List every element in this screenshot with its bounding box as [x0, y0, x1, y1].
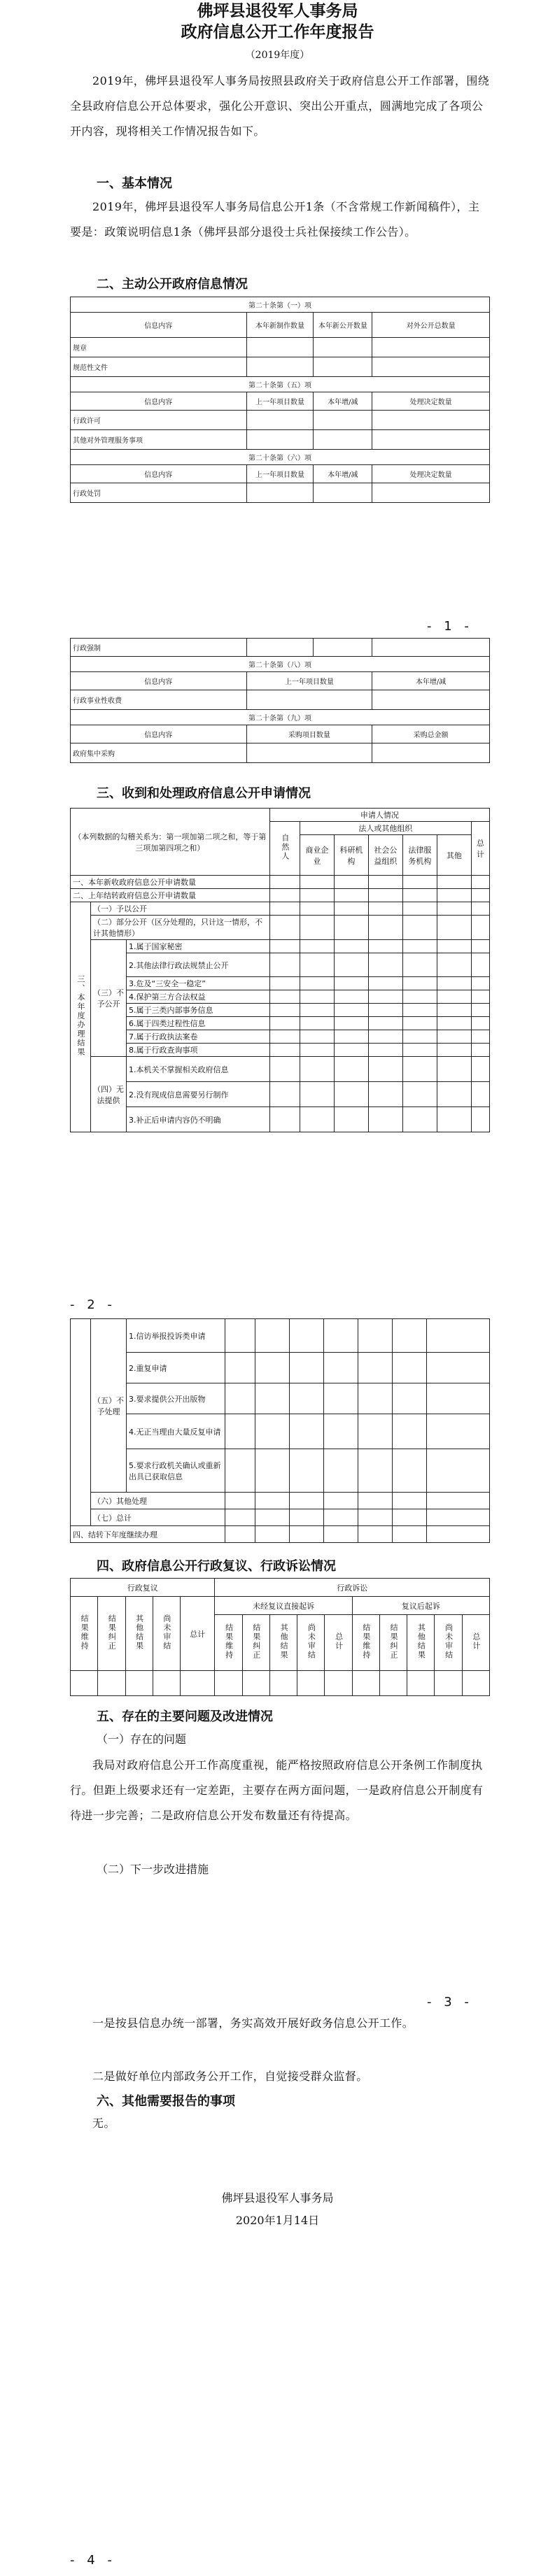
col-header: 信息内容 — [71, 465, 247, 483]
col-header: 信息内容 — [71, 313, 247, 338]
signature-date: 2020年1月14日 — [235, 2214, 320, 2227]
col-header: 法律服务机构 — [402, 835, 437, 876]
row-label: 2.重复申请 — [127, 1353, 225, 1383]
section-6-text: 无。 — [92, 2116, 115, 2130]
col-header: 处理决定数量 — [372, 392, 490, 411]
table-section-label: 第二十条第（八）项 — [71, 657, 490, 672]
col-header: 本年增/减 — [314, 465, 372, 483]
row-group-label: 三、本年度办理结果 — [76, 975, 85, 1057]
col-header: 对外公开总数量 — [372, 313, 490, 338]
row-label: 四、结转下年度继续办理 — [71, 1526, 225, 1543]
section-6-heading: 六、其他需要报告的事项 — [97, 2094, 235, 2109]
col-header: 总计 — [471, 822, 489, 876]
row-label: 3.补正后申请内容仍不明确 — [127, 1107, 270, 1132]
row-label: 行政许可 — [71, 411, 247, 430]
review-litigation-table — [70, 1578, 490, 1696]
row-label: 3.要求提供公开出版物 — [127, 1383, 225, 1414]
col-header: 信息内容 — [71, 672, 247, 690]
table-section-label: 第二十条第（五）项 — [71, 377, 490, 392]
col-header: 行政诉讼 — [215, 1579, 490, 1597]
col-header: 其他结果 — [134, 1614, 144, 1651]
col-header: 结果纠正 — [251, 1623, 261, 1660]
doc-title-line1: 佛坪县退役军人事务局 — [197, 1, 358, 20]
col-header: 行政复议 — [71, 1579, 215, 1597]
row-label: 4.保护第三方合法权益 — [127, 990, 270, 1004]
table-section-label: 第二十条第（九）项 — [71, 710, 490, 725]
row-group-label: （三）不予公开 — [91, 940, 127, 1057]
col-header: 总计 — [181, 1597, 215, 1671]
page-number: - 2 - — [70, 1297, 116, 1312]
row-label: 7.属于行政执法案卷 — [127, 1030, 270, 1044]
col-header: 其他 — [437, 835, 471, 876]
signature-org: 佛坪县退役军人事务局 — [221, 2191, 334, 2205]
row-label: （二）部分公开（区分处理的，只计这一情形，不计其他情形） — [91, 916, 270, 940]
section-4-heading: 四、政府信息公开行政复议、行政诉讼情况 — [97, 1559, 336, 1574]
row-label: 4.无正当理由大量反复申请 — [127, 1414, 225, 1449]
row-group-label: （五）不予处理 — [91, 1319, 127, 1493]
col-header: 申请人情况 — [269, 809, 489, 822]
section-1-heading: 一、基本情况 — [97, 176, 172, 191]
row-label: （七）总计 — [91, 1509, 225, 1526]
row-label: 8.属于行政查询事项 — [127, 1044, 270, 1057]
page-number: - 1 - — [427, 619, 473, 634]
col-header: 结果纠正 — [389, 1623, 399, 1660]
active-disclosure-table-cont — [70, 638, 490, 763]
row-label: 2.没有现成信息需要另行制作 — [127, 1082, 270, 1107]
col-header: 上一年项目数量 — [246, 465, 314, 483]
col-header: 信息内容 — [71, 725, 247, 743]
row-label: 政府集中采购 — [71, 743, 247, 763]
application-table-cont — [70, 1318, 490, 1543]
page-number: - 3 - — [427, 1995, 473, 2009]
col-header: 上一年项目数量 — [246, 392, 314, 411]
col-header: 复议后起诉 — [352, 1597, 489, 1615]
active-disclosure-table — [70, 297, 490, 503]
doc-year: （2019年度） — [245, 50, 310, 61]
col-header: 本年增/减 — [372, 672, 490, 690]
col-header: 采购总金额 — [372, 725, 490, 743]
row-label: 其他对外管理服务事项 — [71, 430, 247, 450]
col-header: 本年新制作数量 — [246, 313, 314, 338]
row-label: 1.属于国家秘密 — [127, 940, 270, 953]
row-label: 5.要求行政机关确认或重新出具已获取信息 — [127, 1449, 225, 1493]
row-label: 规范性文件 — [71, 357, 247, 377]
section-1-text: 2019年，佛坪县退役军人事务局信息公开1条（不含常规工作新闻稿件），主要是：政策说明信息1条（佛坪县部分退役士兵社保接续工作公告）。 — [70, 200, 480, 239]
doc-title-line2: 政府信息公开工作年度报告 — [181, 22, 374, 41]
col-header: 商业企业 — [300, 835, 334, 876]
row-label: 一、本年新收政府信息公开申请数量 — [71, 876, 270, 889]
row-group-label: （四）无法提供 — [91, 1057, 127, 1132]
row-label: 1.信访举报投诉类申请 — [127, 1319, 225, 1353]
section-5-2-heading: （二）下一步改进措施 — [97, 1863, 209, 1876]
col-header: 信息内容 — [71, 392, 247, 411]
col-header: 未经复议直接起诉 — [215, 1597, 352, 1615]
row-label: 二、上年结转政府信息公开申请数量 — [71, 889, 270, 902]
col-header: 上一年项目数量 — [246, 672, 372, 690]
section-2-heading: 二、主动公开政府信息情况 — [97, 277, 248, 292]
row-label: （六）其他处理 — [91, 1493, 225, 1509]
row-label: （一）予以公开 — [91, 902, 270, 916]
col-header: 结果维持 — [224, 1623, 234, 1660]
col-header: 自然人 — [280, 834, 290, 861]
col-header: 采购项目数量 — [246, 725, 372, 743]
col-header: 科研机构 — [334, 835, 368, 876]
section-5-1-heading: （一）存在的问题 — [97, 1732, 187, 1746]
section-3-heading: 三、收到和处理政府信息公开申请情况 — [97, 786, 311, 801]
row-label: 6.属于四类过程性信息 — [127, 1017, 270, 1030]
application-table — [70, 808, 490, 1132]
row-label: 行政强制 — [71, 639, 247, 657]
section-5-heading: 五、存在的主要问题及改进情况 — [97, 1709, 273, 1724]
table-note: （本列数据的勾稽关系为：第一项加第二项之和，等于第三项加第四项之和） — [71, 809, 270, 876]
col-header: 尚未审结 — [307, 1623, 316, 1660]
improvement-2: 二是做好单位内部政务公开工作，自觉接受群众监督。 — [92, 2070, 368, 2083]
improvement-1: 一是按县信息办统一部署，务实高效开展好政务信息公开工作。 — [92, 2016, 414, 2030]
intro-paragraph: 2019年，佛坪县退役军人事务局按照县政府关于政府信息公开工作部署，围绕全县政府信息公开总体要求，强化公开意识、突出公开重点，圆满地完成了各项公开内容，现将相关工作情况报告如下。 — [70, 74, 490, 138]
col-header: 本年增/减 — [314, 392, 372, 411]
col-header: 尚未审结 — [162, 1614, 171, 1651]
row-label: 2.其他法律行政法规禁止公开 — [127, 953, 270, 977]
col-header: 总计 — [334, 1632, 344, 1651]
row-label: 规章 — [71, 338, 247, 357]
col-header: 结果维持 — [80, 1614, 90, 1651]
table-section-label: 第二十条第（六）项 — [71, 450, 490, 465]
row-label: 行政处罚 — [71, 483, 247, 503]
col-header: 法人或其他组织 — [300, 822, 471, 835]
row-label: 5.属于三类内部事务信息 — [127, 1004, 270, 1017]
row-label: 1.本机关不掌握相关政府信息 — [127, 1057, 270, 1082]
col-header: 本年新公开数量 — [314, 313, 372, 338]
col-header: 尚未审结 — [444, 1623, 454, 1660]
col-header: 社会公益组织 — [368, 835, 402, 876]
col-header: 结果维持 — [361, 1623, 371, 1660]
col-header: 总计 — [471, 1632, 481, 1651]
row-label: 3.危及“三安全一稳定” — [127, 977, 270, 990]
col-header: 结果纠正 — [107, 1614, 117, 1651]
col-header: 处理决定数量 — [372, 465, 490, 483]
col-header: 其他结果 — [416, 1623, 426, 1660]
col-header: 其他结果 — [279, 1623, 289, 1660]
row-label: 行政事业性收费 — [71, 690, 247, 710]
page-number: - 4 - — [70, 2553, 116, 2568]
table-section-label: 第二十条第（一）项 — [71, 297, 490, 313]
section-5-1-text: 我局对政府信息公开工作高度重视，能严格按照政府信息公开条例工作制度执行。但距上级要求还有一定差距，主要存在两方面问题，一是政府信息公开制度有待进一步完善；二是政府信息公开发布数量还有待提高。 — [70, 1758, 484, 1822]
